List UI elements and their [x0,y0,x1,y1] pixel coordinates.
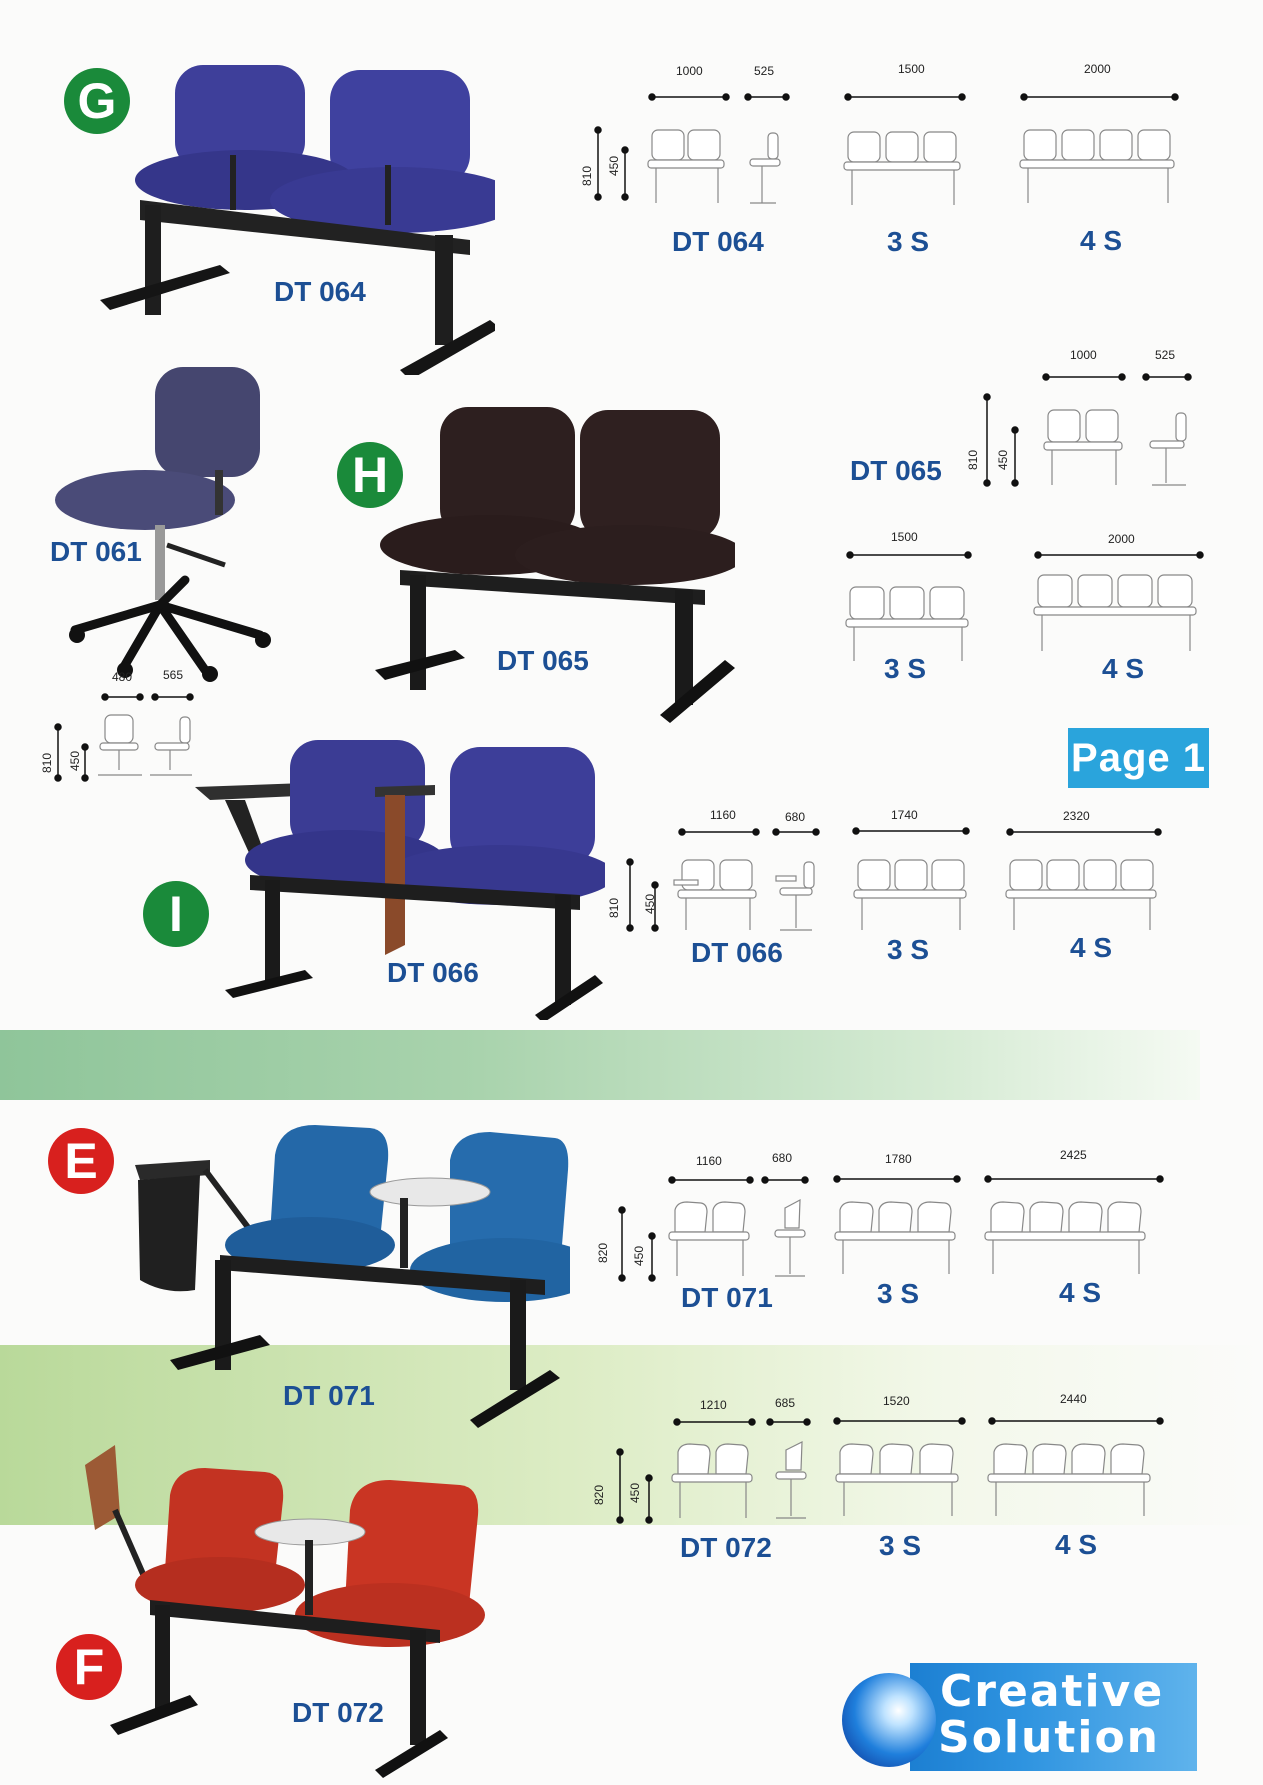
spec-3-seat-label: 3 S [877,1278,920,1309]
brand-line-1: Creative [940,1666,1165,1717]
dim-width-4seat: 2000 [1108,532,1135,546]
dim-width-4seat: 2440 [1060,1392,1087,1406]
dim-depth: 680 [785,810,806,824]
dim-width-4seat: 2000 [1084,62,1111,76]
dim-seat-height: 450 [996,449,1010,470]
dim-depth: 565 [163,668,184,682]
section-badge-f: F [56,1634,122,1700]
dim-width-2seat: 1000 [676,64,703,78]
spec-model-dt072: DT 072 [680,1532,772,1563]
dim-width-4seat: 2320 [1063,809,1090,823]
dim-seat-height: 450 [68,750,82,771]
spec-drawings-dt065-bottom [840,545,1210,665]
spec-3-seat-label: 3 S [884,653,927,684]
spec-drawings-dt066 [620,820,1170,935]
dim-depth: 525 [1155,348,1176,362]
dim-width-2seat: 1210 [700,1398,727,1412]
model-label-dt066: DT 066 [387,957,479,988]
chair-photo-dt072 [80,1440,500,1780]
section-badge-i: I [143,881,209,947]
spec-model-dt071: DT 071 [681,1282,773,1313]
spec-4-seat-label: 4 S [1055,1529,1098,1560]
spec-4-seat-label: 4 S [1102,653,1145,684]
dim-width: 480 [112,670,133,684]
page-label: Page 1 [1068,728,1209,788]
dim-height: 810 [966,449,980,470]
section-badge-h: H [337,442,403,508]
dim-depth: 525 [754,64,775,78]
brand-logo-icon [842,1673,936,1767]
spec-drawings-dt072 [612,1410,1167,1525]
spec-4-seat-label: 4 S [1059,1277,1102,1308]
dim-height: 820 [596,1242,610,1263]
dim-width-4seat: 2425 [1060,1148,1087,1162]
dim-height: 810 [40,752,54,773]
dim-seat-height: 450 [643,893,657,914]
dim-width-2seat: 1000 [1070,348,1097,362]
model-label-dt065: DT 065 [497,645,589,676]
spec-model-dt064: DT 064 [672,226,764,257]
spec-drawings-dt061 [50,685,200,785]
dim-width-3seat: 1740 [891,808,918,822]
section-badge-e: E [48,1128,114,1194]
brand-line-2: Solution [938,1712,1160,1763]
dim-width-3seat: 1500 [898,62,925,76]
spec-drawings-dt071 [615,1170,1165,1285]
dim-seat-height: 450 [628,1482,642,1503]
model-label-dt064: DT 064 [274,276,366,307]
spec-3-seat-label: 3 S [879,1530,922,1561]
spec-4-seat-label: 4 S [1080,225,1123,256]
dim-width-2seat: 1160 [710,808,736,822]
dim-height: 810 [607,897,621,918]
model-label-dt072: DT 072 [292,1697,384,1728]
chair-photo-dt064 [95,55,495,375]
chair-photo-dt061 [55,365,285,685]
dim-width-2seat: 1160 [696,1154,722,1168]
green-divider-band [0,1030,1200,1100]
spec-model-dt065: DT 065 [850,455,942,486]
dim-seat-height: 450 [607,155,621,176]
dim-width-3seat: 1500 [891,530,918,544]
spec-3-seat-label: 3 S [887,226,930,257]
dim-depth: 680 [772,1151,793,1165]
model-label-dt071: DT 071 [283,1380,375,1411]
spec-4-seat-label: 4 S [1070,932,1113,963]
chair-photo-dt065 [370,405,735,725]
spec-drawings-dt064 [590,85,1190,210]
dim-depth: 685 [775,1396,796,1410]
spec-model-dt066: DT 066 [691,937,783,968]
dim-width-3seat: 1520 [883,1394,910,1408]
dim-height: 820 [592,1484,606,1505]
dim-height: 810 [580,165,594,186]
dim-seat-height: 450 [632,1245,646,1266]
section-badge-g: G [64,68,130,134]
dim-width-3seat: 1780 [885,1152,912,1166]
spec-3-seat-label: 3 S [887,934,930,965]
model-label-dt061: DT 061 [50,536,142,567]
spec-drawings-dt065-top [980,365,1200,490]
